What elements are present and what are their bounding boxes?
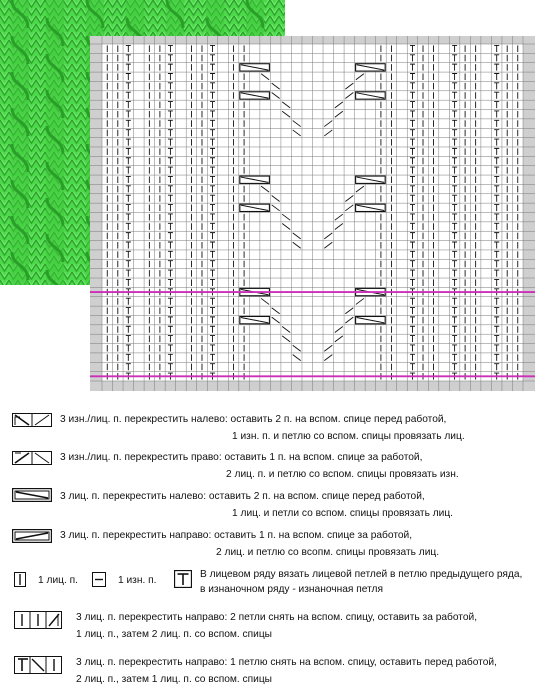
legend-item-3-line2: 1 лиц. и петли со вспом. спицы провязать лиц. (232, 508, 454, 519)
twisted-stitch-icon (174, 570, 192, 588)
legend-item-2-line2: 2 лиц. п. и петлю со вспом. спицы провязать изн. (226, 469, 459, 480)
purl-stitch-label: 1 изн. п. (118, 575, 157, 586)
row-number-strip-left (90, 36, 102, 391)
twisted-stitch-line1: В лицевом ряду вязать лицевой петлей в петлю предыдущего ряда, (200, 569, 523, 580)
legend-item-3-line1: 3 лиц. п. перекрестить налево: оставить 2 п. на вспом. спице перед работой, (60, 491, 425, 502)
knit-stitch-icon (14, 572, 26, 587)
row-number-strip-right (523, 36, 535, 391)
slip-cross-right-front-icon (14, 656, 62, 674)
knitting-chart (90, 36, 535, 391)
legend-item-1-line2: 1 изн. п. и петлю со вспом. спицы провязать лиц. (232, 431, 465, 442)
slip-cross-right-back-icon (14, 611, 62, 629)
legend-item-4-line2: 2 лиц. и петлю со всопм. спицы провязать лиц. (216, 547, 440, 558)
legend-item-5-line1: 3 лиц. п. перекрестить направо: 2 петли снять на вспом. спицу, оставить за работой, (76, 612, 478, 623)
legend-item-6-line1: 3 лиц. п. перекрестить направо: 1 петлю снять на вспом. спицу, оставить перед работой, (76, 657, 497, 668)
legend-item-5-line2: 1 лиц. п., затем 2 лиц. п. со вспом. спицы (76, 629, 273, 640)
legend-item-1-line1: 3 изн./лиц. п. перекрестить налево: оставить 2 п. на вспом. спице перед работой, (60, 414, 447, 425)
knit-stitch-label: 1 лиц. п. (38, 575, 78, 586)
purl-stitch-icon (92, 572, 106, 587)
legend-item-6-line2: 2 лиц. п., затем 1 лиц. п. со вспом. спицы (76, 674, 273, 685)
cross-left-knit-icon (12, 488, 52, 502)
legend-item-4-line1: 3 лиц. п. перекрестить направо: оставить 1 п. на вспом. спице за работой, (60, 530, 413, 541)
legend-item-2-line1: 3 изн./лиц. п. перекрестить право: оставить 1 п. на вспом. спице за работой, (60, 452, 423, 463)
twisted-stitch-line2: в изнаночном ряду - изнаночная петля (200, 584, 383, 595)
cross-left-purl-knit-icon (12, 413, 52, 427)
cross-right-knit-icon (12, 529, 52, 543)
cross-right-purl-knit-icon (12, 451, 52, 465)
